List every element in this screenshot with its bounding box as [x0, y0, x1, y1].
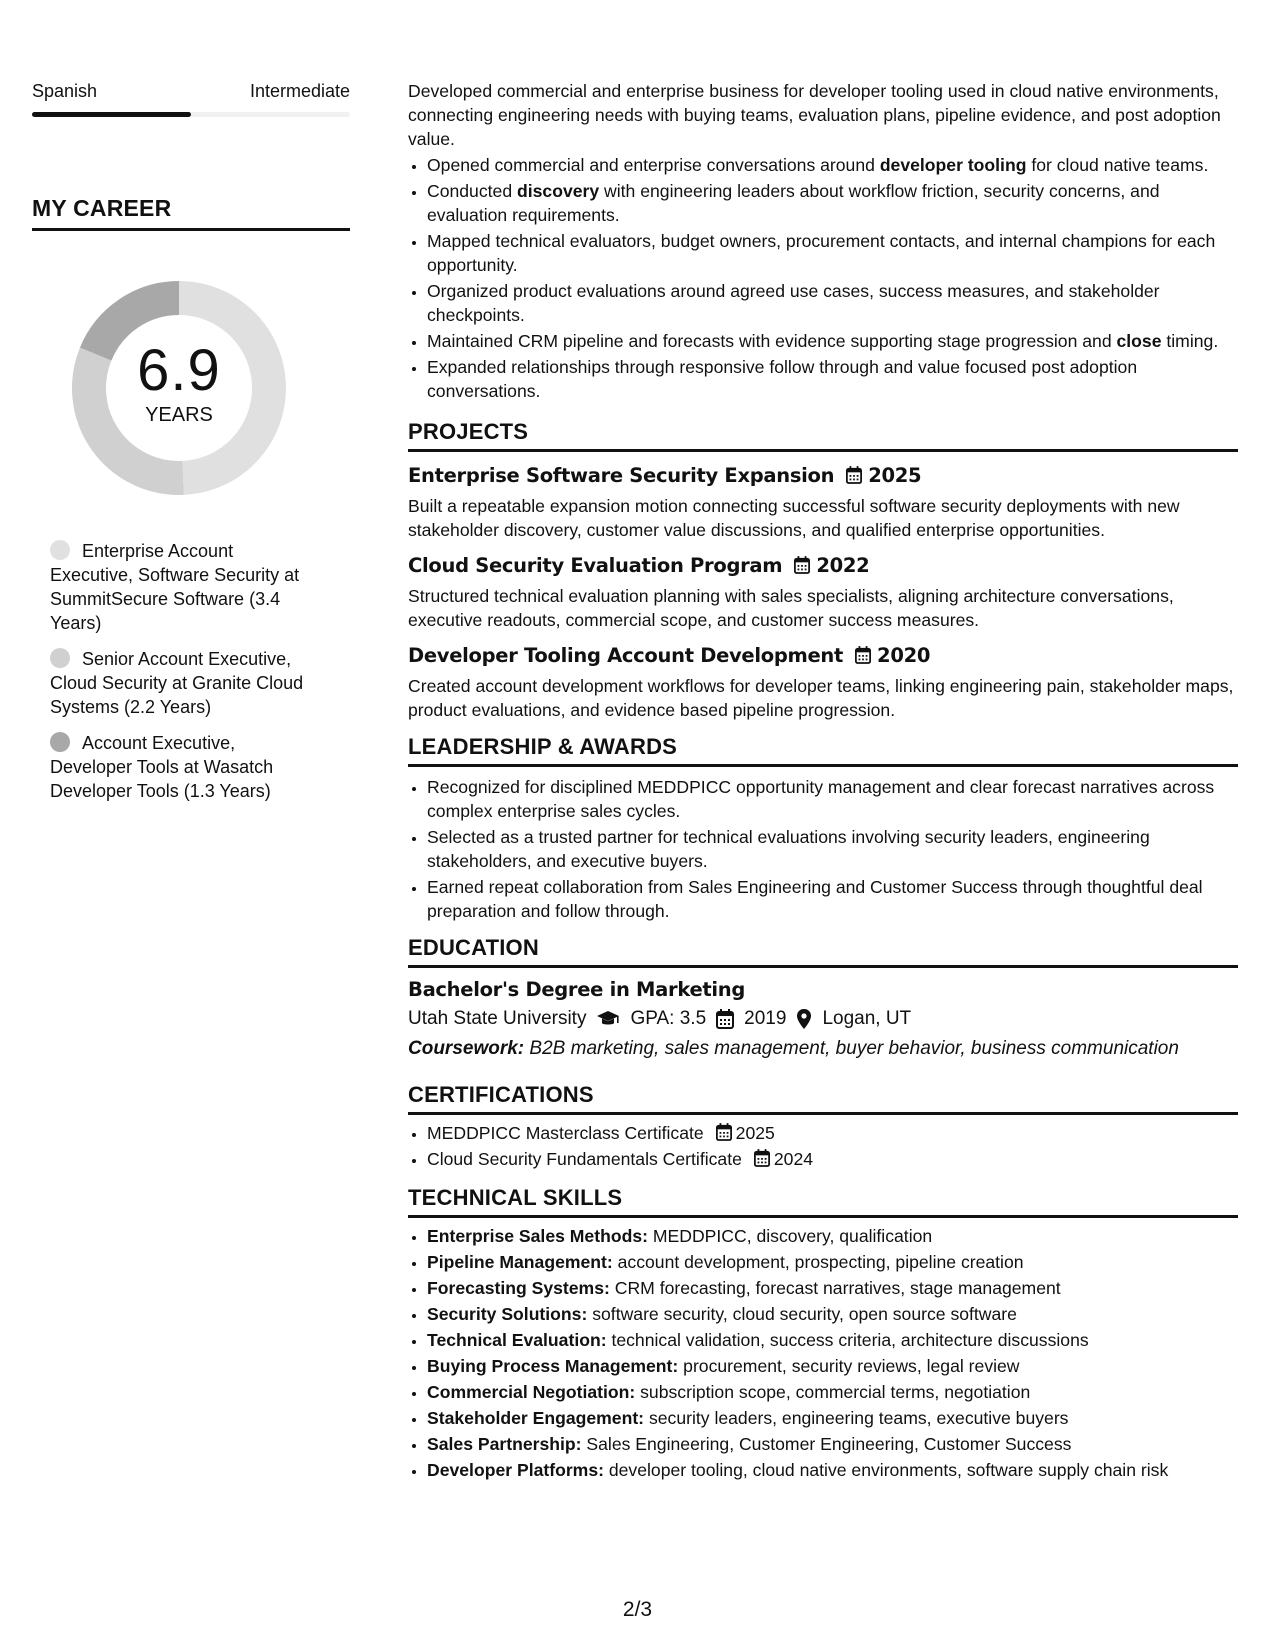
skill-value: Sales Engineering, Customer Engineering, Customer Success	[586, 1434, 1072, 1454]
education-school: Utah State University	[408, 1008, 587, 1029]
project-year: 2025	[868, 464, 922, 487]
skill-label: Pipeline Management:	[427, 1252, 613, 1272]
project-description: Built a repeatable expansion motion connecting successful software security deployments with new stakeholder discovery, customer value discussions, and qualified enterprise opportunities.	[408, 496, 1180, 540]
bullet-text: with engineering leaders about workflow friction, security concerns, and evaluation requirements.	[427, 181, 1160, 225]
project-name: Developer Tooling Account Development	[408, 644, 844, 667]
career-item	[50, 539, 320, 635]
page-number-text: 2/3	[622, 1598, 653, 1621]
language-level: Intermediate	[249, 81, 350, 101]
main-content	[408, 79, 1238, 1484]
skills-list	[408, 1224, 1238, 1482]
project-item	[408, 462, 1238, 542]
bullet-text: Expanded relationships through responsive follow through and value focused post adoption conversations.	[427, 357, 1138, 401]
project-name: Enterprise Software Security Expansion	[408, 464, 835, 487]
certification-year: 2025	[735, 1123, 775, 1143]
skill-label: Enterprise Sales Methods:	[427, 1226, 648, 1246]
skill-label: Technical Evaluation:	[427, 1330, 607, 1350]
career-item-text: Senior Account Executive, Cloud Security at Granite Cloud Systems (2.2 Years)	[50, 649, 304, 717]
experience-bullet	[427, 279, 1238, 327]
certifications-list	[408, 1121, 1238, 1171]
bullet-keyword: developer tooling	[879, 155, 1027, 175]
calendar-icon	[855, 644, 871, 672]
page-number	[0, 1598, 1275, 1622]
experience-intro: Developed commercial and enterprise business for developer tooling used in cloud native environments, connecting engineering needs with buying teams, evaluation plans, pipeline evidence, and post adoption value.	[408, 81, 1221, 149]
bullet-text: Maintained CRM pipeline and forecasts with evidence supporting stage progression and	[427, 331, 1117, 351]
experience-bullet	[427, 179, 1238, 227]
bullet-keyword: discovery	[517, 181, 600, 201]
skill-item	[427, 1458, 1238, 1482]
career-legend	[50, 539, 320, 803]
career-item-text: Enterprise Account Executive, Software Security at SummitSecure Software (3.4 Years)	[50, 541, 300, 633]
certification-name: MEDDPICC Masterclass Certificate	[427, 1123, 704, 1143]
leadership-item: • Earned repeat collaboration from Sales Engineering and Customer Success through thoughtful deal preparation and follow through.	[427, 875, 1238, 923]
language-name: Spanish	[32, 81, 98, 101]
education-gpa: GPA: 3.5	[630, 1008, 707, 1029]
skill-label: Stakeholder Engagement:	[427, 1408, 645, 1428]
skill-item	[427, 1276, 1238, 1300]
experience-bullet	[427, 355, 1238, 403]
calendar-icon	[716, 1009, 734, 1029]
project-item	[408, 552, 1238, 632]
skill-label: Developer Platforms:	[427, 1460, 604, 1480]
skill-label: Forecasting Systems:	[427, 1278, 610, 1298]
bullet-text: timing.	[1161, 331, 1219, 351]
project-item	[408, 642, 1238, 722]
experience-bullet	[427, 153, 1238, 177]
education-degree: Bachelor's Degree in Marketing	[408, 978, 746, 1001]
skill-label: Security Solutions:	[427, 1304, 588, 1324]
calendar-icon	[846, 464, 862, 492]
projects-title: PROJECTS	[408, 419, 1238, 452]
career-item	[50, 647, 320, 719]
project-heading	[408, 552, 1238, 582]
skill-item	[427, 1432, 1238, 1456]
leadership-list	[408, 775, 1238, 923]
location-pin-icon	[796, 1008, 812, 1030]
career-donut-chart	[64, 273, 294, 503]
bullet-text: for cloud native teams.	[1026, 155, 1209, 175]
language-level-fill	[32, 112, 191, 117]
calendar-icon	[794, 554, 810, 582]
coursework-text: B2B marketing, sales management, buyer behavior, business communication	[529, 1038, 1179, 1059]
skill-value: developer tooling, cloud native environments, software supply chain risk	[608, 1460, 1169, 1480]
project-description: Created account development workflows for developer teams, linking engineering pain, stakeholder maps, product evaluations, and evidence based pipeline progression.	[408, 676, 1234, 720]
project-heading	[408, 642, 1238, 672]
language-level-bar	[32, 112, 350, 117]
experience-bullet	[427, 229, 1238, 277]
project-year: 2022	[816, 554, 870, 577]
project-description: Structured technical evaluation planning with sales specialists, aligning architecture conversations, executive readouts, commercial scope, and customer success measures.	[408, 586, 1174, 630]
skill-item	[427, 1328, 1238, 1352]
graduation-cap-icon	[596, 1010, 620, 1028]
skill-value: MEDDPICC, discovery, qualification	[652, 1226, 933, 1246]
certification-name: Cloud Security Fundamentals Certificate	[427, 1149, 742, 1169]
leadership-item: • Selected as a trusted partner for technical evaluations involving security leaders, engineering stakeholders, and executive buyers.	[427, 825, 1238, 873]
education-title: EDUCATION	[408, 935, 1238, 968]
skill-item	[427, 1406, 1238, 1430]
skill-item	[427, 1354, 1238, 1378]
certification-item	[427, 1121, 1238, 1145]
education-coursework	[408, 1034, 1238, 1064]
experience-bullet	[427, 329, 1238, 353]
calendar-icon	[716, 1123, 736, 1143]
career-heading: MY CAREER	[32, 195, 350, 231]
sidebar	[32, 80, 350, 815]
education-location: Logan, UT	[822, 1008, 912, 1029]
skill-item	[427, 1380, 1238, 1404]
career-item-text: Account Executive, Developer Tools at Wasatch Developer Tools (1.3 Years)	[50, 733, 274, 801]
career-item	[50, 731, 320, 803]
language-row	[32, 80, 350, 102]
certification-item	[427, 1147, 1238, 1171]
legend-dot-icon	[50, 540, 70, 560]
certification-date	[716, 1123, 775, 1143]
skill-item	[427, 1224, 1238, 1248]
bullet-text: Conducted	[427, 181, 517, 201]
career-total-unit: YEARS	[145, 403, 213, 426]
skill-label: Commercial Negotiation:	[427, 1382, 636, 1402]
skill-value: technical validation, success criteria, architecture discussions	[611, 1330, 1089, 1350]
skill-value: subscription scope, commercial terms, negotiation	[640, 1382, 1031, 1402]
bullet-text: Mapped technical evaluators, budget owners, procurement contacts, and internal champions for each opportunity.	[427, 231, 1216, 275]
certification-year: 2024	[773, 1149, 814, 1169]
skill-value: procurement, security reviews, legal review	[683, 1356, 1020, 1376]
bullet-text: Organized product evaluations around agreed use cases, success measures, and stakeholder checkpoints.	[427, 281, 1160, 325]
career-total-value: 6.9	[137, 337, 221, 403]
leadership-title: LEADERSHIP & AWARDS	[408, 734, 1238, 767]
calendar-icon	[754, 1149, 774, 1169]
legend-dot-icon	[50, 732, 70, 752]
skill-value: security leaders, engineering teams, executive buyers	[648, 1408, 1069, 1428]
project-heading	[408, 462, 1238, 492]
projects-list	[408, 462, 1238, 722]
leadership-item: • Recognized for disciplined MEDDPICC opportunity management and clear forecast narratives across complex enterprise sales cycles.	[427, 775, 1238, 823]
certification-date	[754, 1149, 813, 1169]
skill-item	[427, 1250, 1238, 1274]
coursework-label: Coursework:	[408, 1038, 525, 1059]
skill-item	[427, 1302, 1238, 1326]
education-meta	[408, 1004, 1238, 1034]
legend-dot-icon	[50, 648, 70, 668]
skills-title: TECHNICAL SKILLS	[408, 1185, 1238, 1218]
project-name: Cloud Security Evaluation Program	[408, 554, 783, 577]
experience-bullets	[408, 153, 1238, 403]
education-year: 2019	[744, 1008, 787, 1029]
skill-value: CRM forecasting, forecast narratives, stage management	[614, 1278, 1061, 1298]
skill-label: Sales Partnership:	[427, 1434, 582, 1454]
donut-center	[64, 273, 294, 503]
project-year: 2020	[877, 644, 931, 667]
certifications-title: CERTIFICATIONS	[408, 1082, 1238, 1115]
skill-value: software security, cloud security, open source software	[592, 1304, 1017, 1324]
bullet-keyword: close	[1116, 331, 1162, 351]
skill-value: account development, prospecting, pipeline creation	[617, 1252, 1024, 1272]
skill-label: Buying Process Management:	[427, 1356, 679, 1376]
bullet-text: Opened commercial and enterprise conversations around	[427, 155, 880, 175]
